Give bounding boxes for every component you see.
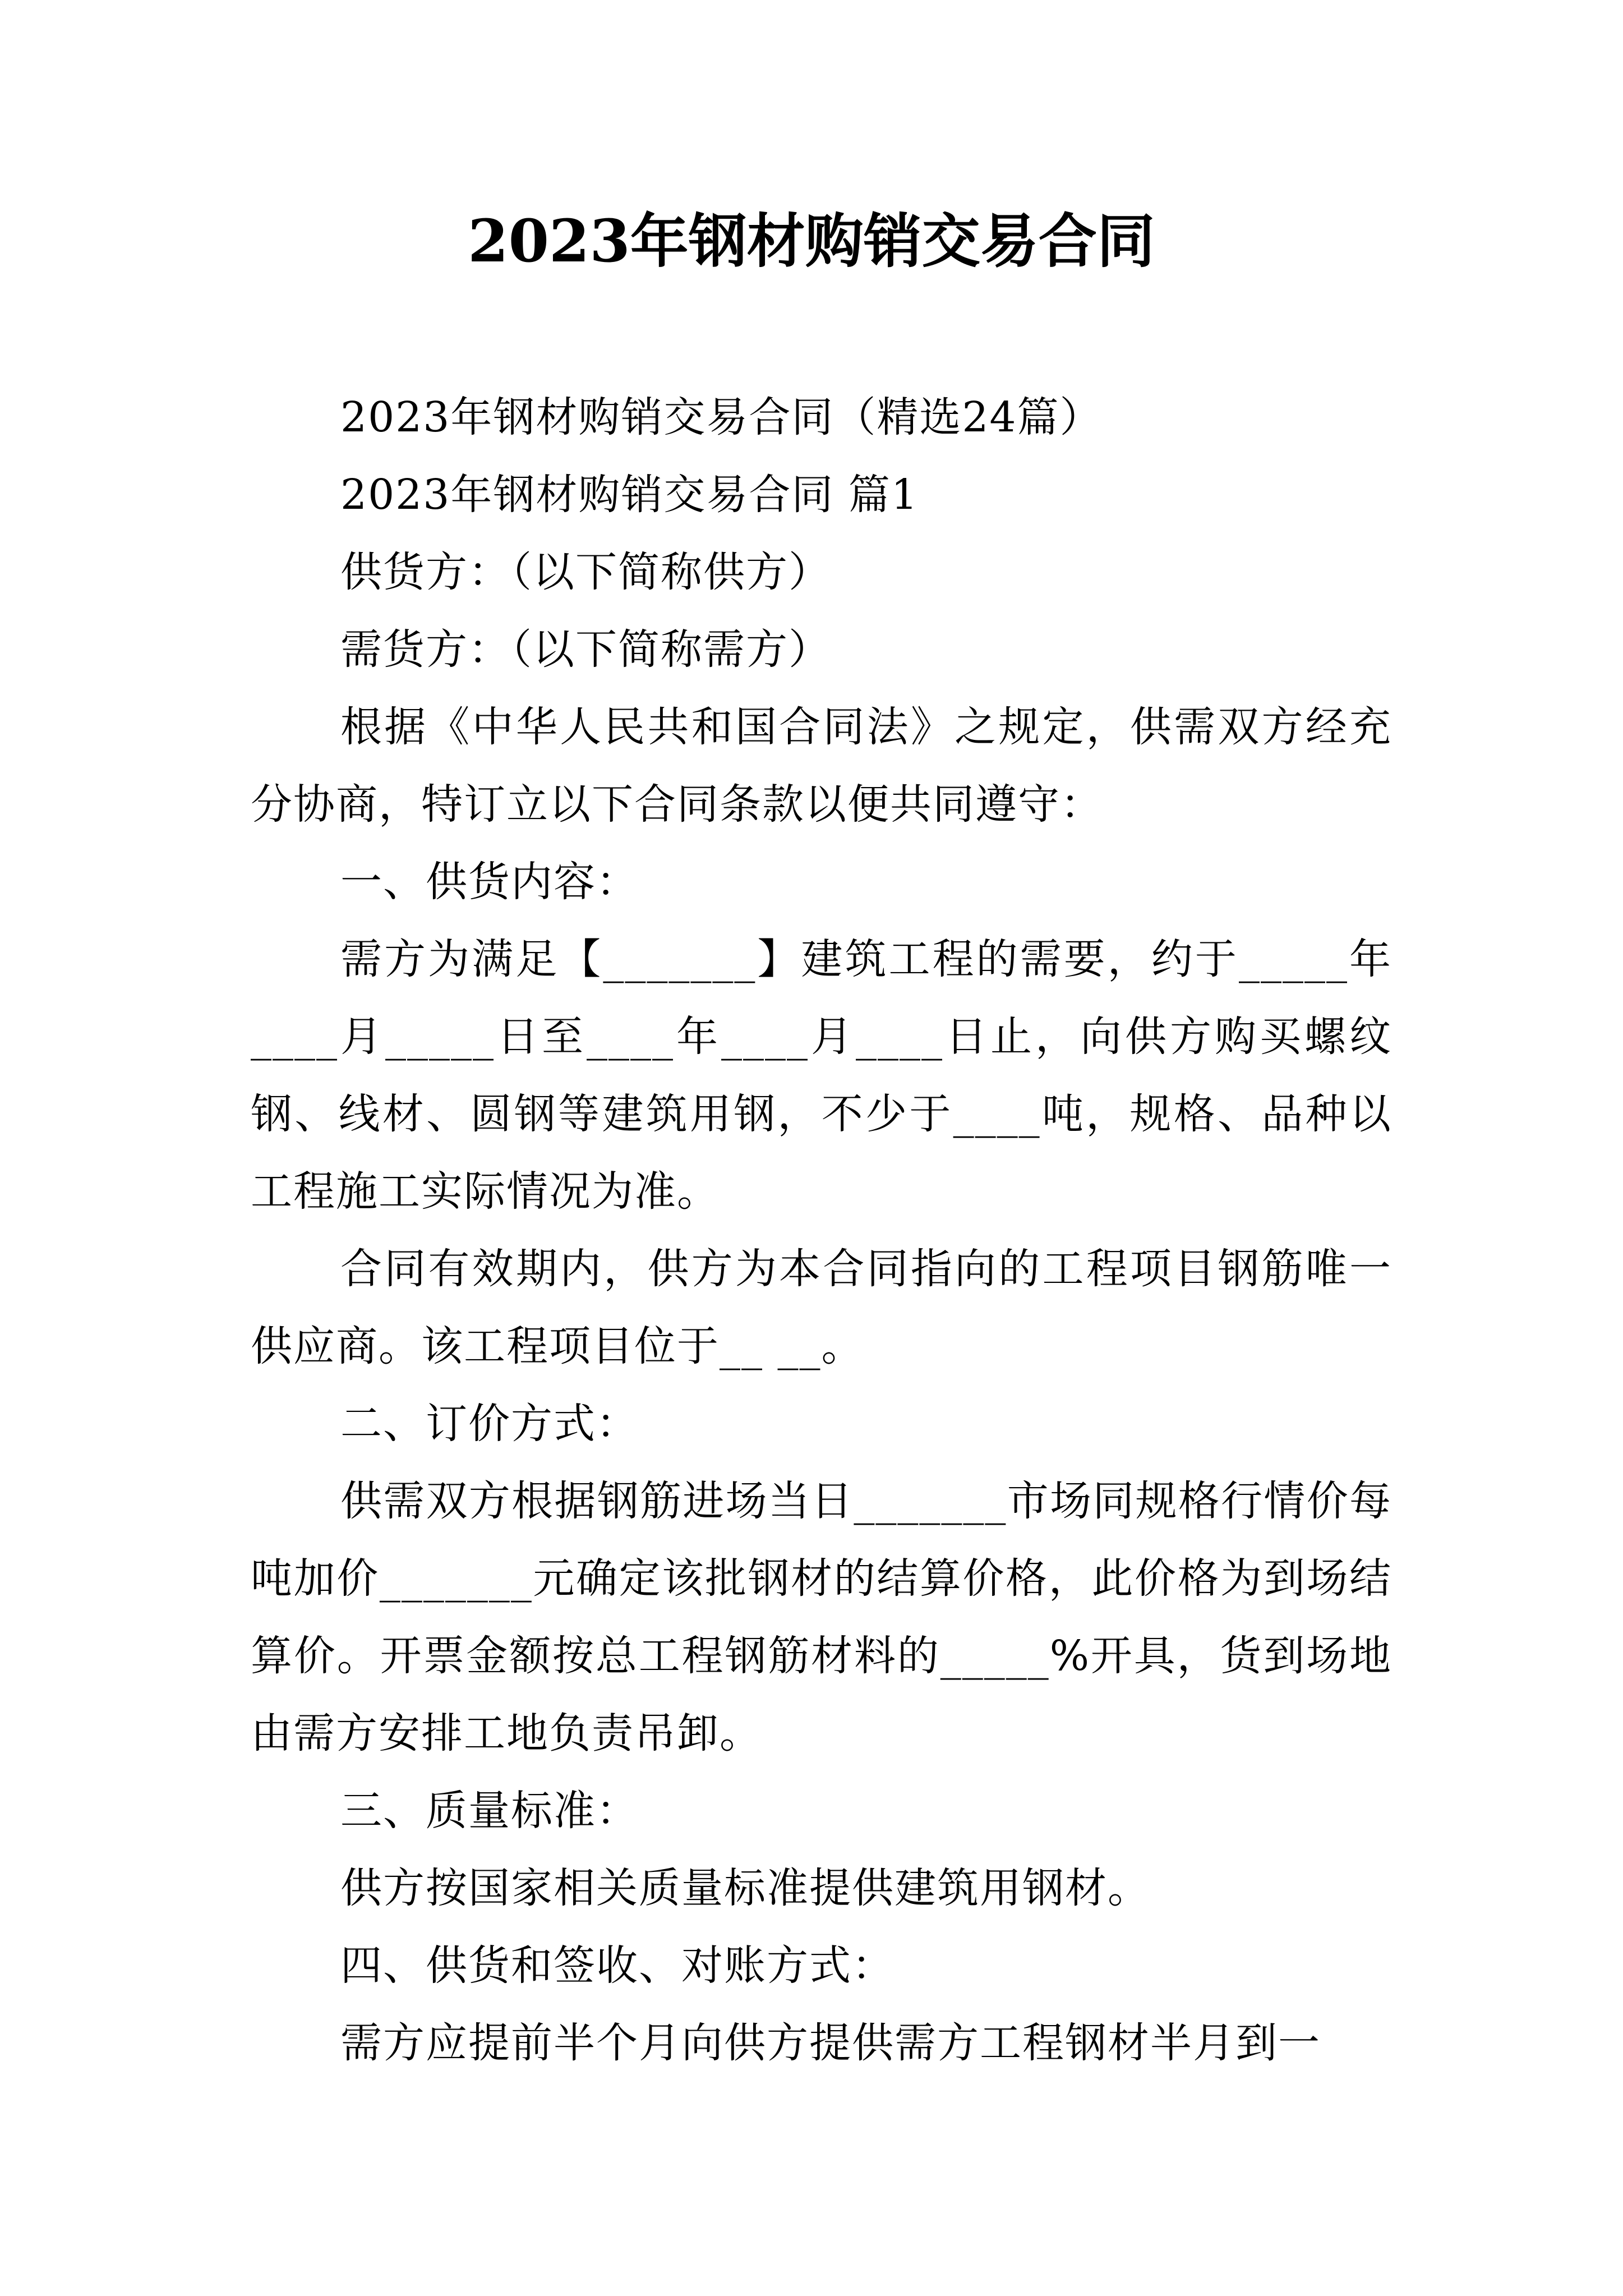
section-heading: 二、订价方式： [340,1400,639,1448]
paragraph: 需方为满足【_______】建筑工程的需要，约于_____年____月_____日至____年____月____日止，向供方购买螺纹钢、线材、圆钢等建筑用钢，不少于____吨，规格、品种以工程施工实际情况为准。 [251,935,1392,1216]
paragraph: 需货方：（以下简称需方） [340,625,831,674]
paragraph: 合同有效期内，供方为本合同指向的工程项目钢筋唯一供应商。该工程项目位于__ __。 [251,1245,1392,1370]
document-title: 2023年钢材购销交易合同 [468,206,1155,275]
section-heading: 一、供货内容： [340,858,639,906]
section-heading: 三、质量标准： [340,1787,639,1835]
paragraph: 2023年钢材购销交易合同（精选24篇） [340,393,1103,441]
paragraph: 根据《中华人民共和国合同法》之规定，供需双方经充分协商，特订立以下合同条款以便共同遵守： [251,703,1392,829]
paragraph: 2023年钢材购销交易合同 篇1 [340,471,919,519]
paragraph: 供货方：（以下简称供方） [340,548,831,596]
paragraph: 供需双方根据钢筋进场当日_______市场同规格行情价每吨加价_______元确定该批钢材的结算价格，此价格为到场结算价。开票金额按总工程钢筋材料的_____%开具，货到场地由需方安排工地负责吊卸。 [251,1477,1392,1757]
document-body [251,379,1392,2082]
paragraph: 供方按国家相关质量标准提供建筑用钢材。 [340,1864,1150,1912]
section-heading: 四、供货和签收、对账方式： [340,1941,895,1990]
paragraph: 需方应提前半个月向供方提供需方工程钢材半月到一 [340,2019,1321,2067]
